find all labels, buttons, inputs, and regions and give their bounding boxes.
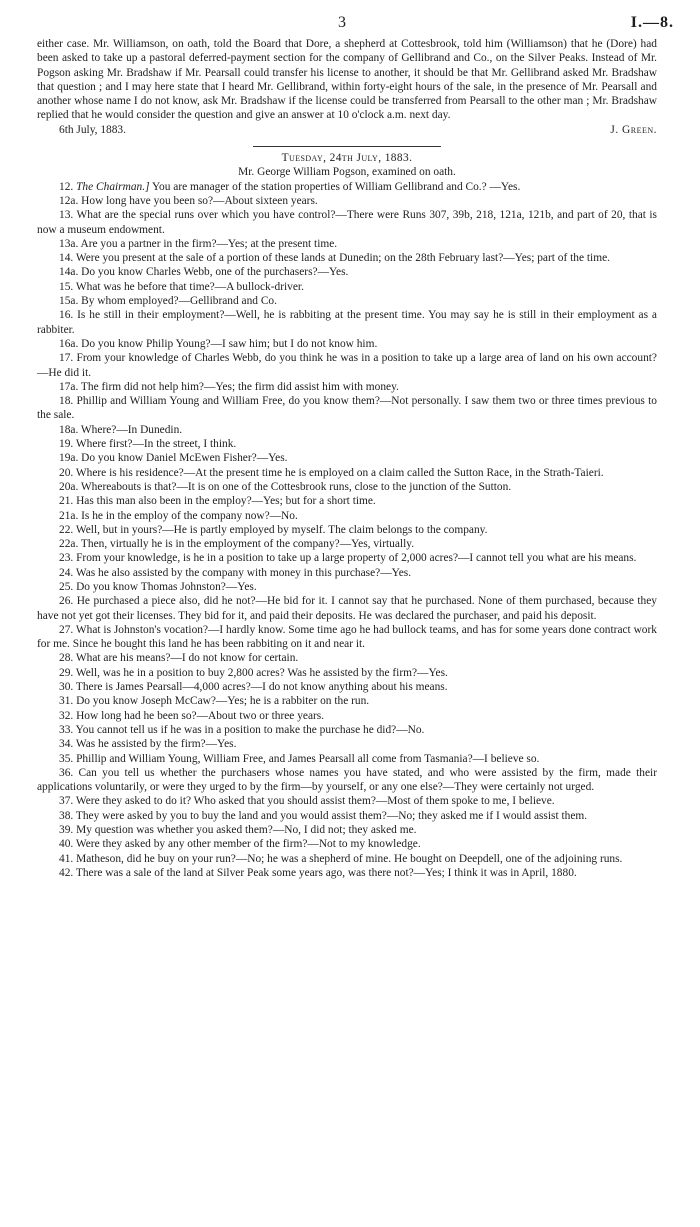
question-answer: 30. There is James Pearsall—4,000 acres?—I do not know anything about his means. (59, 681, 448, 694)
question-answer: 34. Was he assisted by the firm?—Yes. (59, 738, 237, 751)
question-answer: 22a. Then, virtually he is in the employment of the company?—Yes, virtually. (59, 538, 415, 551)
question-answer: 14. Were you present at the sale of a portion of these lands at Dunedin; on the 28th February last?—Yes; part of the time. (59, 252, 610, 265)
question-answer: 13a. Are you a partner in the firm?—Yes; at the present time. (59, 237, 338, 250)
question-answer: 18a. Where?—In Dunedin. (59, 423, 183, 436)
question-answer: 41. Matheson, did he buy on your run?—No; he was a shepherd of mine. He bought on Deepdell, one of the adjoining runs. (59, 852, 623, 865)
question-speaker: The Chairman.] (76, 180, 150, 193)
question-answer: 17a. The firm did not help him?—Yes; the firm did assist him with money. (59, 380, 399, 393)
section-divider (253, 146, 441, 147)
question-text: You are manager of the station properties of William Gellibrand and Co.? —Yes. (149, 180, 521, 193)
question-answer: 15. What was he before that time?—A bullock-driver. (59, 280, 304, 293)
question-answer: 25. Do you know Thomas Johnston?—Yes. (59, 580, 257, 593)
session-date: Tuesday, 24th July, 1883. (281, 152, 413, 165)
question-answer: 16. Is he still in their employment?—Well, he is rabbiting at the present time. You may say he is still in their employment as a rabbiter. (37, 309, 657, 336)
question-answer: 16a. Do you know Philip Young?—I saw him; but I do not know him. (59, 337, 378, 350)
signoff-name: J. Green. (610, 123, 657, 136)
question-answer: 20a. Whereabouts is that?—It is on one of the Cottesbrook runs, close to the junction of the Sutton. (59, 480, 512, 493)
question-answer: 35. Phillip and William Young, William Free, and James Pearsall all come from Tasmania?—I believe so. (59, 752, 540, 765)
question-answer: 38. They were asked by you to buy the land and you would assist them?—No; they asked me if I would assist them. (59, 809, 588, 822)
question-answer: 17. From your knowledge of Charles Webb, do you think he was in a position to take up a large area of land on his own account?—He did it. (37, 352, 657, 379)
question-answer: 28. What are his means?—I do not know for certain. (59, 652, 299, 665)
question-answer: 19. Where first?—In the street, I think. (59, 438, 237, 451)
question-answer: 32. How long had he been so?—About two or three years. (59, 709, 325, 722)
question-answer: 14a. Do you know Charles Webb, one of the purchasers?—Yes. (59, 266, 349, 279)
question-answer: 29. Well, was he in a position to buy 2,800 acres? Was he assisted by the firm?—Yes. (59, 666, 448, 679)
question-answer: 23. From your knowledge, is he in a position to take up a large property of 2,000 acres?—I cannot tell you what are his means. (59, 552, 637, 565)
question-answer: 21a. Is he in the employ of the company now?—No. (59, 509, 298, 522)
question-answer: 12a. How long have you been so?—About sixteen years. (59, 194, 318, 207)
question-answer: 22. Well, but in yours?—He is partly employed by myself. The claim belongs to the company. (59, 523, 488, 536)
question-answer: 31. Do you know Joseph McCaw?—Yes; he is a rabbiter on the run. (59, 695, 370, 708)
question-answer: 24. Was he also assisted by the company with money in this purchase?—Yes. (59, 566, 412, 579)
question-label: 12. (59, 180, 77, 193)
opening-paragraph: either case. Mr. Williamson, on oath, told the Board that Dore, a shepherd at Cottesbrook, told him (Williamson) that he (Dore) had been asked to take up a pastoral deferred-payment section for the company of Gellibrand and Co., on the Silver Peaks. Instead of Mr. Pogson asking Mr. Bradshaw if Mr. Pearsall could transfer his license to another, it should be that Mr. Gellibrand asked Mr. Bradshaw that question ; and I may here state that I heard Mr. Gellibrand, within forty-eight hours of the sale, in the presence of Mr. Pearsall and another whose name I do not know, ask Mr. Bradshaw if the license could be transferred from Pearsall to the other man ; Mr. Bradshaw replied that he would consider the question and give an answer at 10 o'clock a.m. next day. (37, 38, 657, 122)
question-answer: 13. What are the special runs over which you have control?—There were Runs 307, 39b, 218, 121a, 121b, and part of 20, that is now a museum endowment. (37, 209, 657, 236)
question-answer: 36. Can you tell us whether the purchasers whose names you have stated, and who were assisted by the firm, made their applications voluntarily, or were they urged to by the firm—by yourself, or any one else?—They were certainly not urged. (37, 766, 657, 794)
question-answer: 15a. By whom employed?—Gellibrand and Co. (59, 295, 277, 308)
question-answer: 39. My question was whether you asked them?—No, I did not; they asked me. (59, 824, 417, 837)
signoff (37, 123, 657, 137)
question-answer: 18. Phillip and William Young and William Free, do you know them?—Not personally. I saw them two or three times previous to the sale. (37, 395, 657, 422)
question-answer-list (37, 194, 657, 880)
witness-heading: Mr. George William Pogson, examined on oath. (238, 166, 456, 179)
question-answer: 19a. Do you know Daniel McEwen Fisher?—Yes. (59, 452, 288, 465)
document-body (37, 37, 657, 880)
page-header (0, 14, 700, 34)
first-question (37, 180, 657, 194)
signoff-date: 6th July, 1883. (59, 123, 126, 136)
question-answer: 40. Were they asked by any other member of the firm?—Not to my knowledge. (59, 838, 421, 851)
question-answer: 37. Were they asked to do it? Who asked that you should assist them?—Most of them spoke to me, I believe. (59, 795, 555, 808)
page-number: 3 (338, 14, 346, 31)
question-answer: 33. You cannot tell us if he was in a position to make the purchase he did?—No. (59, 723, 425, 736)
question-answer: 26. He purchased a piece also, did he not?—He bid for it. I cannot say that he purchased. None of them purchased, because they have not yet got their licenses. They bid for it, and paid their deposits. He was declared the purchaser, and paid his deposit. (37, 595, 657, 622)
question-answer: 21. Has this man also been in the employ?—Yes; but for a short time. (59, 495, 376, 508)
question-answer: 27. What is Johnston's vocation?—I hardly know. Some time ago he had bullock teams, and has for some years done contract work for me. Since he bought this land he has been rabbiting on it and near it. (37, 623, 657, 651)
document-reference: I.—8. (630, 14, 674, 31)
question-answer: 42. There was a sale of the land at Silver Peak some years ago, was there not?—Yes; I think it was in April, 1880. (59, 866, 577, 879)
question-answer: 20. Where is his residence?—At the present time he is employed on a claim called the Sutton Race, in the Strath-Taieri. (59, 466, 604, 479)
